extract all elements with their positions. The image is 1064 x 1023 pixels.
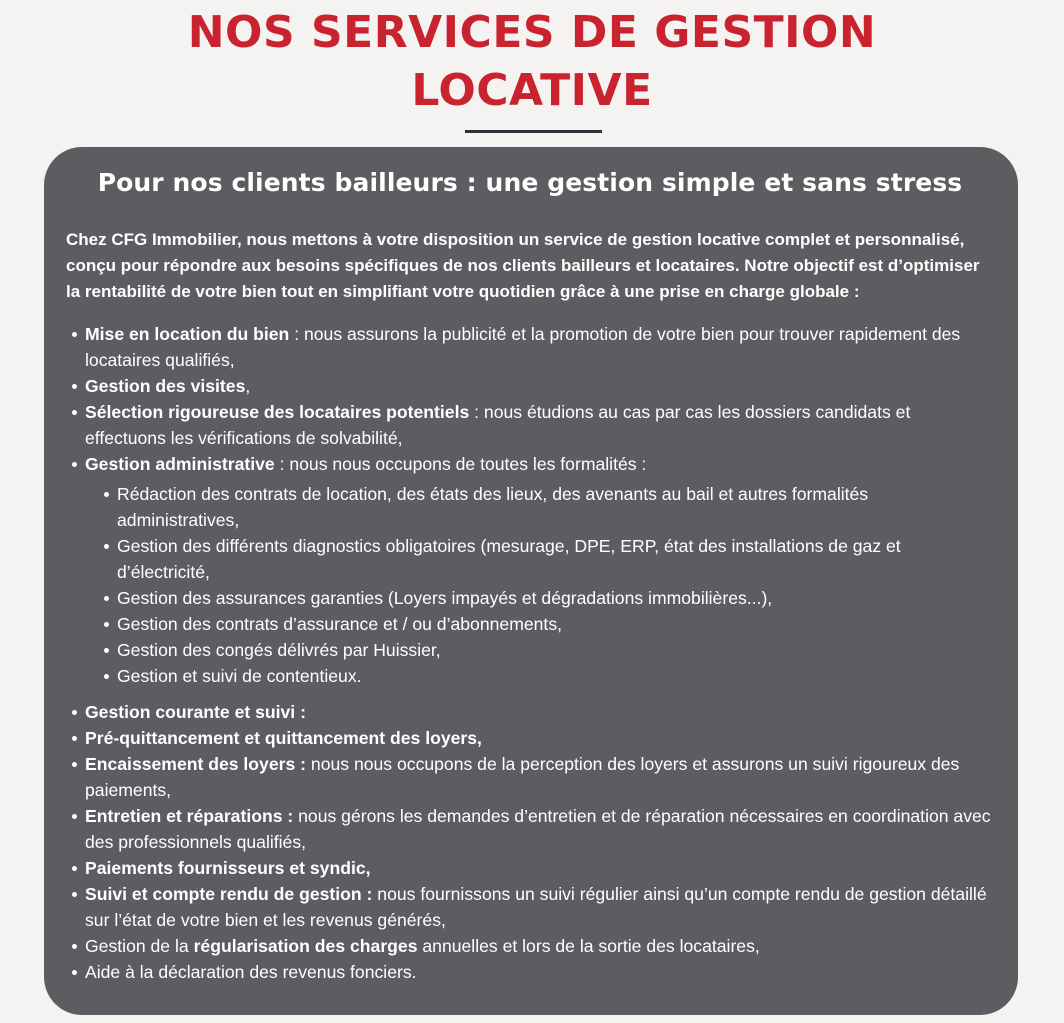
list-item-bold: Encaissement des loyers : <box>85 754 307 774</box>
list-item-bold: régularisation des charges <box>193 936 418 956</box>
list-item-bold: Pré-quittancement et quittancement des loyers, <box>85 728 482 748</box>
title-underline <box>465 130 602 133</box>
sublist-item: Gestion des différents diagnostics obligatoires (mesurage, DPE, ERP, état des installations de gaz et d’électricité, <box>117 533 994 585</box>
sublist-item: Rédaction des contrats de location, des états des lieux, des avenants au bail et autres formalités administratives, <box>117 481 994 533</box>
list-item-bold: Suivi et compte rendu de gestion : <box>85 884 373 904</box>
sublist-item: Gestion des assurances garanties (Loyers impayés et dégradations immobilières...), <box>117 585 994 611</box>
sublist-item: Gestion des contrats d’assurance et / ou d’abonnements, <box>117 611 994 637</box>
list-item-bold: Entretien et réparations : <box>85 806 294 826</box>
list-item-bold: Sélection rigoureuse des locataires potentiels <box>85 402 470 422</box>
list-item-bold: Mise en location du bien <box>85 324 290 344</box>
list-item-text: : nous étudions au cas par cas les dossiers candidats et effectuons les vérifications de solvabilité, <box>85 402 911 448</box>
list-item-bold: Paiements fournisseurs et syndic, <box>85 858 371 878</box>
sublist-item: Gestion et suivi de contentieux. <box>117 663 994 689</box>
list-item-entretien <box>85 803 994 855</box>
list-item-bold: Gestion courante et suivi : <box>85 702 306 722</box>
list-item-compte-rendu <box>85 881 994 933</box>
list-item-paiements <box>85 855 994 881</box>
list-item-mise-en-location <box>85 321 994 373</box>
list-item-quittancement <box>85 725 994 751</box>
list-item-text: : nous nous occupons de toutes les formalités : <box>274 454 647 474</box>
list-item-declaration <box>85 959 994 985</box>
administrative-sublist <box>85 481 994 689</box>
page-title-line-1: NOS SERVICES DE GESTION <box>187 7 877 58</box>
page-title-line-2: LOCATIVE <box>411 65 653 116</box>
services-list <box>66 321 994 985</box>
list-item-text: , <box>245 376 251 396</box>
list-item-bold: Gestion des visites <box>85 376 246 396</box>
list-item-text: : nous assurons la publicité et la promotion de votre bien pour trouver rapidement des locataires qualifiés, <box>85 324 961 370</box>
sublist-item: Gestion des congés délivrés par Huissier, <box>117 637 994 663</box>
list-item-regularisation <box>85 933 994 959</box>
list-item-text: nous nous occupons de la perception des loyers et assurons un suivi rigoureux des paiements, <box>85 754 960 800</box>
list-item-text: nous fournissons un suivi régulier ainsi qu’un compte rendu de gestion détaillé sur l’état de votre bien et les revenus générés, <box>85 884 987 930</box>
intro-paragraph: Chez CFG Immobilier, nous mettons à votre disposition un service de gestion locative complet et personnalisé, conçu pour répondre aux besoins spécifiques de nos clients bailleurs et locataires. Notre objectif est d’optimiser la rentabilité de votre bien tout en simplifiant votre quotidien grâce à une prise en charge globale : <box>66 230 980 301</box>
list-item-encaissement <box>85 751 994 803</box>
list-item-gestion-courante <box>85 699 994 725</box>
list-item-bold: Gestion administrative <box>85 454 275 474</box>
list-item-gestion-administrative <box>85 451 994 689</box>
list-item-text: Aide à la déclaration des revenus fonciers. <box>85 962 417 982</box>
list-item-text: annuelles et lors de la sortie des locataires, <box>417 936 760 956</box>
services-card <box>44 147 1018 1015</box>
card-title: Pour nos clients bailleurs : une gestion simple et sans stress <box>97 168 963 197</box>
list-item-text: nous gérons les demandes d’entretien et de réparation nécessaires en coordination avec des professionnels qualifiés, <box>85 806 991 852</box>
list-item-prefix: Gestion de la <box>85 936 194 956</box>
list-item-visites <box>85 373 994 399</box>
list-item-selection <box>85 399 994 451</box>
page-title <box>0 4 1064 120</box>
